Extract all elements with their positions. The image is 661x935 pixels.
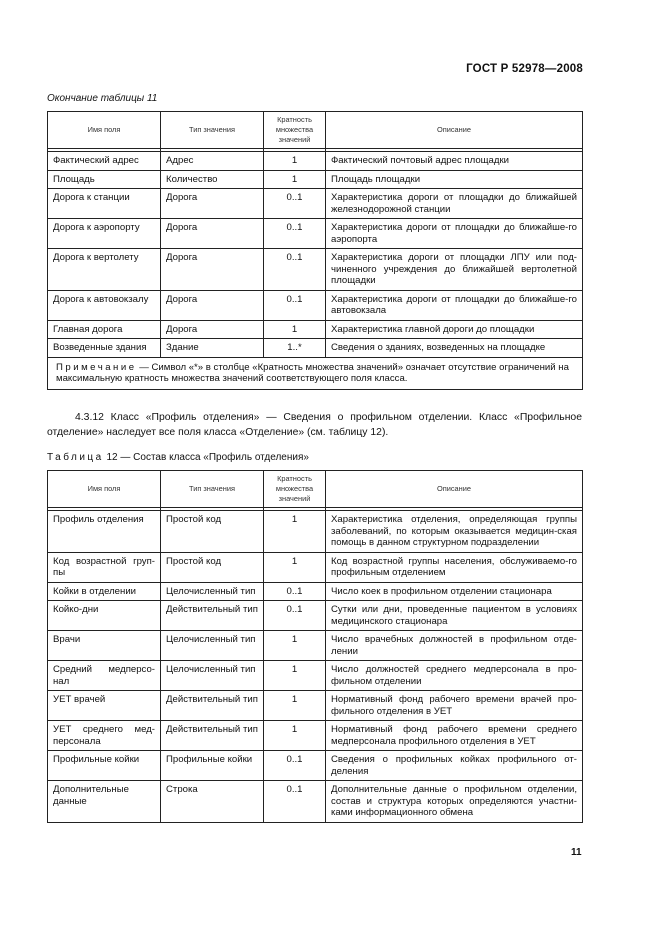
cell-multiplicity: 0..1 [264, 601, 326, 631]
cell-description: Характеристика дороги от площадки до ближайше-го аэропорта [326, 219, 583, 249]
cell-description: Характеристика дороги от площадки до ближайшей железнодорожной станции [326, 189, 583, 219]
cell-field-name: Дорога к аэропорту [48, 219, 161, 249]
column-header-field-name: Имя поля [48, 112, 161, 149]
table-row [48, 552, 583, 582]
table-row [48, 152, 583, 171]
section-paragraph: 4.3.12 Класс «Профиль отделения» — Сведения о профильном отделении. Класс «Профильное отделение» наследует все поля класса «Отделение» (см. таблицу 12). [47, 412, 582, 438]
cell-description: Фактический почтовый адрес площадки [326, 152, 583, 171]
standard-number: ГОСТ Р 52978—2008 [466, 63, 583, 75]
cell-description: Число коек в профильном отделении стационара [326, 582, 583, 601]
cell-multiplicity: 1 [264, 511, 326, 553]
table-row [48, 661, 583, 691]
cell-description: Число должностей среднего медперсонала в про-фильном отделении [326, 661, 583, 691]
cell-description: Характеристика главной дороги до площадки [326, 320, 583, 339]
table-note [48, 357, 583, 389]
cell-multiplicity: 0..1 [264, 189, 326, 219]
cell-field-name: Профиль отделения [48, 511, 161, 553]
column-header-multiplicity: Кратность множества значений [264, 471, 326, 508]
note-label: Примечание [56, 361, 137, 373]
cell-field-name: Койко-дни [48, 601, 161, 631]
cell-multiplicity: 1 [264, 691, 326, 721]
column-header-description: Описание [326, 471, 583, 508]
table-12 [47, 470, 583, 823]
cell-description: Нормативный фонд рабочего времени среднего медперсонала профильного отделения в УЕТ [326, 721, 583, 751]
note-text: — Символ «*» в столбце «Кратность множества значений» означает отсутствие ограничений на максимальную кратность множества значений соответствующего поля класса. [56, 361, 569, 384]
table-row [48, 249, 583, 291]
cell-field-name: Возведенные здания [48, 339, 161, 358]
cell-value-type: Дорога [161, 290, 264, 320]
column-header-multiplicity: Кратность множества значений [264, 112, 326, 149]
cell-multiplicity: 1 [264, 170, 326, 189]
cell-description: Число врачебных должностей в профильном отде-лении [326, 631, 583, 661]
cell-multiplicity: 0..1 [264, 249, 326, 291]
table12-caption-label: Таблица [47, 452, 104, 463]
cell-value-type: Целочисленный тип [161, 582, 264, 601]
cell-multiplicity: 0..1 [264, 751, 326, 781]
cell-value-type: Здание [161, 339, 264, 358]
cell-value-type: Простой код [161, 511, 264, 553]
cell-value-type: Профильные койки [161, 751, 264, 781]
table-note-row [48, 357, 583, 389]
cell-value-type: Строка [161, 781, 264, 823]
cell-description: Сутки или дни, проведенные пациентом в условиях медицинского стационара [326, 601, 583, 631]
cell-value-type: Целочисленный тип [161, 631, 264, 661]
cell-description: Сведения о зданиях, возведенных на площадке [326, 339, 583, 358]
table-row [48, 601, 583, 631]
table-row [48, 721, 583, 751]
cell-value-type: Простой код [161, 552, 264, 582]
cell-field-name: Врачи [48, 631, 161, 661]
cell-description: Сведения о профильных койках профильного от-деления [326, 751, 583, 781]
table-row [48, 189, 583, 219]
cell-field-name: Койки в отделении [48, 582, 161, 601]
table-row [48, 631, 583, 661]
cell-multiplicity: 1..* [264, 339, 326, 358]
table-row [48, 339, 583, 358]
cell-field-name: Дорога к станции [48, 189, 161, 219]
cell-field-name: Главная дорога [48, 320, 161, 339]
cell-field-name: УЕТ среднего мед-персонала [48, 721, 161, 751]
cell-field-name: Дорога к вертолету [48, 249, 161, 291]
table11-caption: Окончание таблицы 11 [47, 93, 158, 104]
cell-description: Характеристика дороги от площадки ЛПУ или под-чиненного учреждения до ближайшей вертолетной площадки [326, 249, 583, 291]
cell-multiplicity: 0..1 [264, 219, 326, 249]
cell-description: Дополнительные данные о профильном отделении, состав и структура которых определяются участни-ками информационного обмена [326, 781, 583, 823]
table-row [48, 320, 583, 339]
table-header-row [48, 471, 583, 508]
cell-multiplicity: 0..1 [264, 290, 326, 320]
cell-multiplicity: 1 [264, 320, 326, 339]
cell-multiplicity: 0..1 [264, 781, 326, 823]
cell-description: Код возрастной группы населения, обслуживаемо-го профильным отделением [326, 552, 583, 582]
cell-multiplicity: 1 [264, 552, 326, 582]
table-row [48, 691, 583, 721]
cell-value-type: Дорога [161, 189, 264, 219]
cell-multiplicity: 1 [264, 152, 326, 171]
cell-multiplicity: 1 [264, 661, 326, 691]
cell-value-type: Действительный тип [161, 601, 264, 631]
cell-description: Характеристика отделения, определяющая группы заболеваний, по которым оказывается медицин-ская помощь в данном структурном подразделении [326, 511, 583, 553]
cell-field-name: Дополнительные данные [48, 781, 161, 823]
table-row [48, 290, 583, 320]
cell-multiplicity: 0..1 [264, 582, 326, 601]
cell-value-type: Целочисленный тип [161, 661, 264, 691]
cell-value-type: Количество [161, 170, 264, 189]
cell-field-name: Средний медперсо-нал [48, 661, 161, 691]
cell-description: Характеристика дороги от площадки до ближайше-го автовокзала [326, 290, 583, 320]
cell-multiplicity: 1 [264, 631, 326, 661]
table12-caption [47, 452, 309, 463]
cell-field-name: Дорога к автовокзалу [48, 290, 161, 320]
column-header-description: Описание [326, 112, 583, 149]
cell-description: Площадь площадки [326, 170, 583, 189]
cell-value-type: Дорога [161, 249, 264, 291]
table-row [48, 511, 583, 553]
cell-value-type: Дорога [161, 219, 264, 249]
table-11 [47, 111, 583, 390]
table12-caption-text: 12 — Состав класса «Профиль отделения» [103, 452, 309, 463]
cell-multiplicity: 1 [264, 721, 326, 751]
table-row [48, 219, 583, 249]
cell-field-name: УЕТ врачей [48, 691, 161, 721]
table-row [48, 751, 583, 781]
table-row [48, 781, 583, 823]
table-row [48, 170, 583, 189]
column-header-value-type: Тип значения [161, 112, 264, 149]
cell-value-type: Действительный тип [161, 721, 264, 751]
table-header-row [48, 112, 583, 149]
cell-field-name: Фактический адрес [48, 152, 161, 171]
table-row [48, 582, 583, 601]
cell-description: Нормативный фонд рабочего времени врачей про-фильного отделения в УЕТ [326, 691, 583, 721]
page-number: 11 [571, 847, 582, 858]
column-header-value-type: Тип значения [161, 471, 264, 508]
cell-field-name: Профильные койки [48, 751, 161, 781]
cell-value-type: Адрес [161, 152, 264, 171]
column-header-field-name: Имя поля [48, 471, 161, 508]
cell-field-name: Площадь [48, 170, 161, 189]
cell-value-type: Дорога [161, 320, 264, 339]
cell-value-type: Действительный тип [161, 691, 264, 721]
cell-field-name: Код возрастной груп-пы [48, 552, 161, 582]
